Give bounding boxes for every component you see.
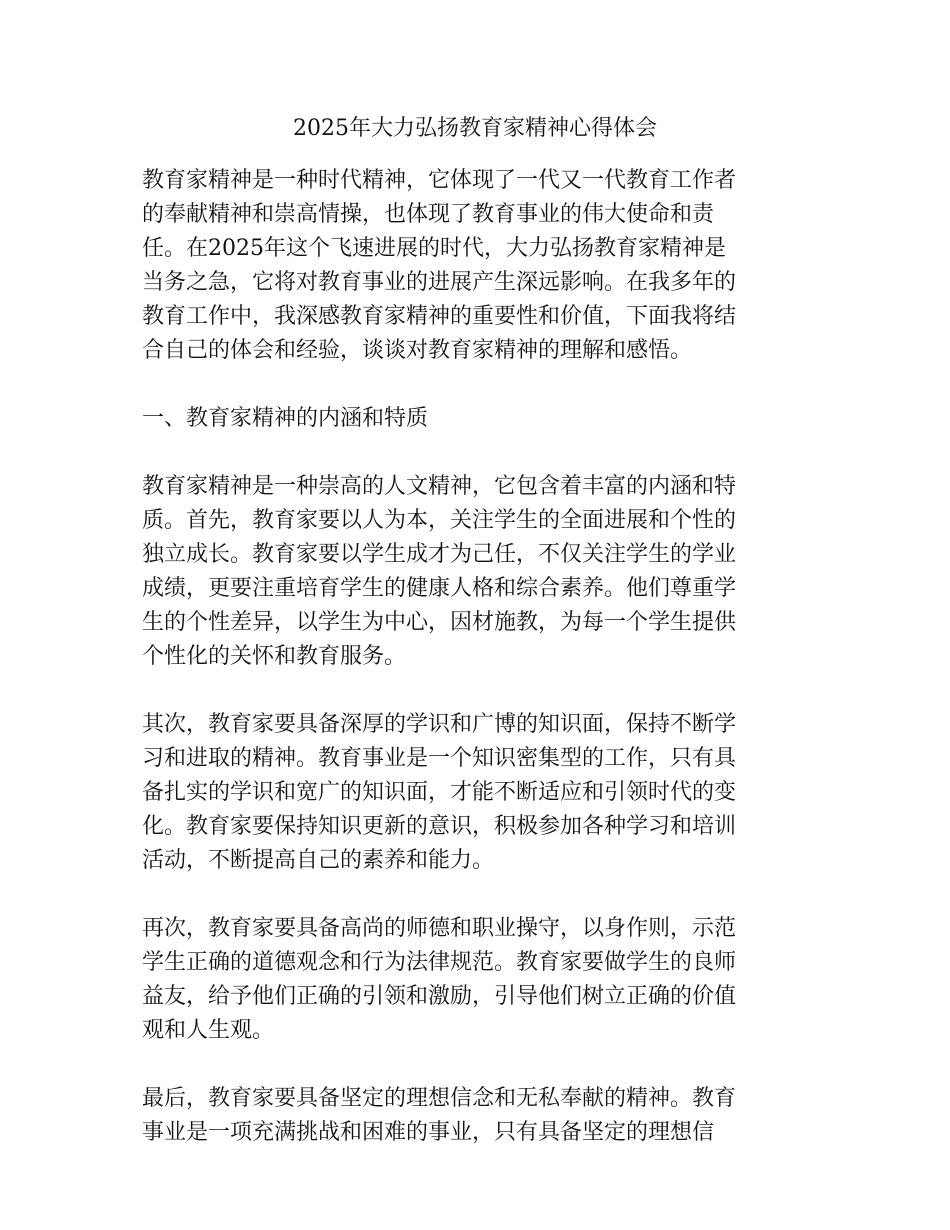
text-line: 其次，教育家要具备深厚的学识和广博的知识面，保持不断学 [142,712,737,737]
text-line: 观和人生观。 [142,1018,275,1043]
text-line: 备扎实的学识和宽广的知识面，才能不断适应和引领时代的变 [142,780,737,805]
text-line: 成绩，更要注重培育学生的健康人格和综合素养。他们尊重学 [142,576,737,601]
text-line: 教育家精神是一种崇高的人文精神，它包含着丰富的内涵和特 [142,474,737,499]
text-line: 合自己的体会和经验，谈谈对教育家精神的理解和感悟。 [142,338,693,363]
text-line: 习和进取的精神。教育事业是一个知识密集型的工作，只有具 [142,746,737,771]
text-line: 学生正确的道德观念和行为法律规范。教育家要做学生的良师 [142,950,737,975]
text-line: 事业是一项充满挑战和困难的事业，只有具备坚定的理想信 [142,1120,715,1145]
text-line: 独立成长。教育家要以学生成才为己任，不仅关注学生的学业 [142,542,737,567]
text-line: 化。教育家要保持知识更新的意识，积极参加各种学习和培训 [142,814,737,839]
paragraph-connotation [142,470,812,674]
text-line: 益友，给予他们正确的引领和激励，引导他们树立正确的价值 [142,984,737,1009]
text-line: 再次，教育家要具备高尚的师德和职业操守，以身作则，示范 [142,916,737,941]
section-heading [142,402,812,436]
text-line: 质。首先，教育家要以人为本，关注学生的全面进展和个性的 [142,508,737,533]
text-line: 生的个性差异，以学生为中心，因材施教，为每一个学生提供 [142,610,737,635]
document-body [142,164,812,1184]
paragraph-second [142,708,812,878]
text-line: 教育工作中，我深感教育家精神的重要性和价值，下面我将结 [142,304,737,329]
paragraph-third [142,912,812,1048]
document-title: 2025年大力弘扬教育家精神心得体会 [293,116,657,141]
text-line: 当务之急，它将对教育事业的进展产生深远影响。在我多年的 [142,270,737,295]
text-line: 个性化的关怀和教育服务。 [142,644,407,669]
text-line: 最后，教育家要具备坚定的理想信念和无私奉献的精神。教育 [142,1086,737,1111]
text-line: 活动，不断提高自己的素养和能力。 [142,848,495,873]
paragraph-last [142,1082,812,1150]
text-line: 教育家精神是一种时代精神，它体现了一代又一代教育工作者 [142,168,737,193]
text-line: 一、教育家精神的内涵和特质 [142,406,429,431]
text-line: 任。在2025年这个飞速进展的时代，大力弘扬教育家精神是 [142,236,726,261]
text-line: 的奉献精神和崇高情操，也体现了教育事业的伟大使命和责 [142,202,715,227]
paragraph-intro [142,164,812,368]
